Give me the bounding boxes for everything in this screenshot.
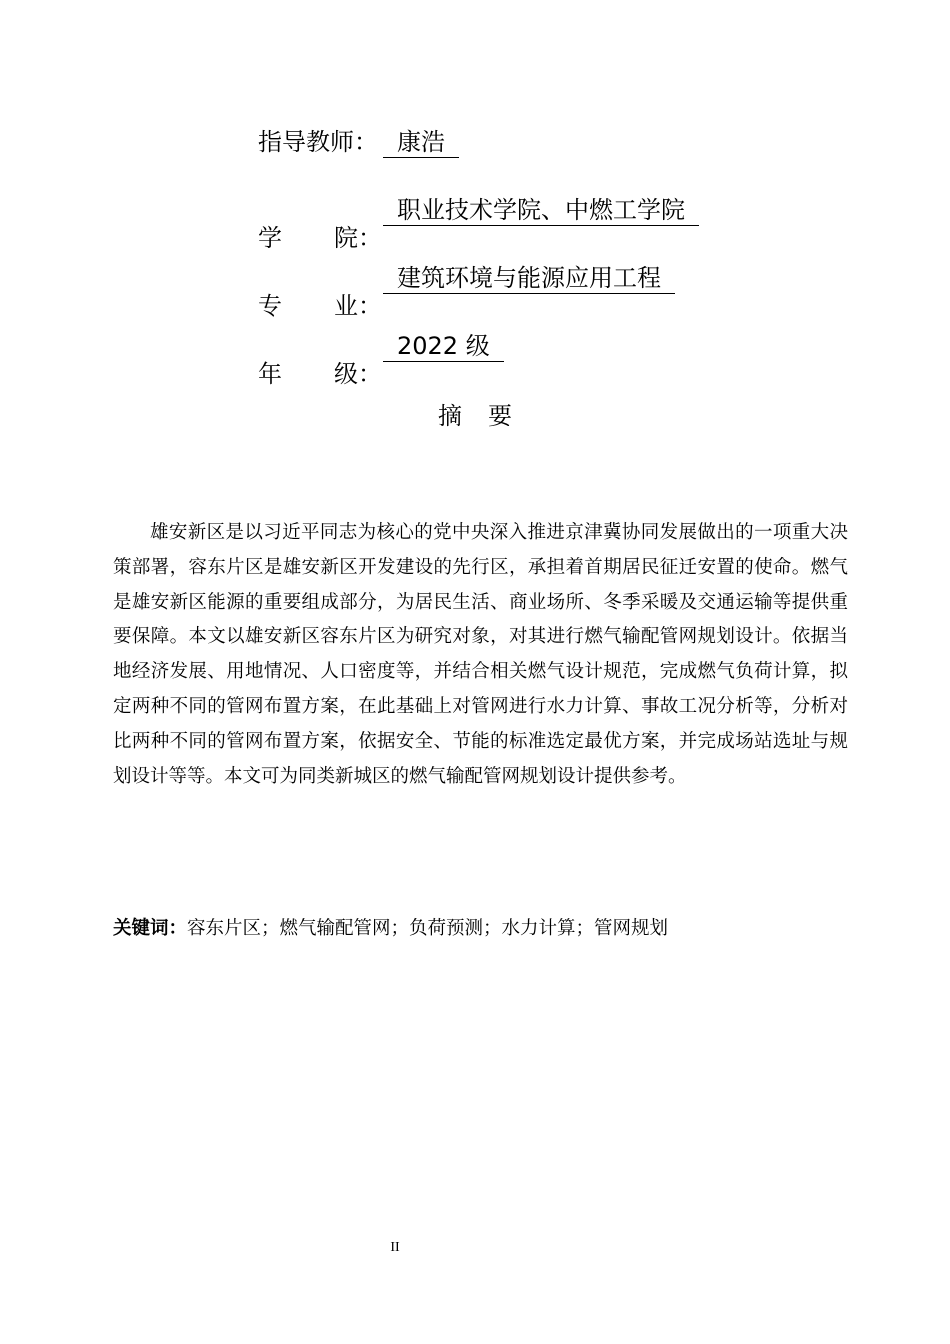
keywords-line bbox=[113, 914, 668, 944]
keywords-value: 容东片区；燃气输配管网；负荷预测；水力计算；管网规划 bbox=[187, 918, 669, 939]
advisor-value: 康浩 bbox=[383, 127, 459, 158]
college-label-part-1: 学 bbox=[258, 224, 282, 252]
college-label-part-2: 院： bbox=[334, 224, 382, 252]
major-row bbox=[258, 258, 675, 320]
college-row bbox=[258, 190, 699, 252]
major-value: 建筑环境与能源应用工程 bbox=[383, 263, 675, 294]
page-number: II bbox=[390, 1240, 400, 1255]
advisor-row bbox=[258, 122, 459, 162]
advisor-label: 指导教师： bbox=[258, 128, 378, 156]
major-label-part-2: 业： bbox=[334, 292, 382, 320]
grade-label-part-1: 年 bbox=[258, 360, 282, 388]
college-value: 职业技术学院、中燃工学院 bbox=[383, 195, 699, 226]
grade-label-part-2: 级： bbox=[334, 360, 382, 388]
grade-row bbox=[258, 326, 504, 388]
abstract-body: 雄安新区是以习近平同志为核心的党中央深入推进京津冀协同发展做出的一项重大决策部署，容东片区是雄安新区开发建设的先行区，承担着首期居民征迁安置的使命。燃气是雄安新区能源的重要组成部分，为居民生活、商业场所、冬季采暖及交通运输等提供重要保障。本文以雄安新区容东片区为研究对象，对其进行燃气输配管网规划设计。依据当地经济发展、用地情况、人口密度等，并结合相关燃气设计规范，完成燃气负荷计算，拟定两种不同的管网布置方案，在此基础上对管网进行水力计算、事故工况分析等，分析对比两种不同的管网布置方案，依据安全、节能的标准选定最优方案，并完成场站选址与规划设计等等。本文可为同类新城区的燃气输配管网规划设计提供参考。 bbox=[113, 522, 848, 787]
abstract-title: 摘要 bbox=[438, 402, 538, 430]
keywords-label: 关键词： bbox=[113, 918, 188, 939]
major-label-part-1: 专 bbox=[258, 292, 282, 320]
grade-value: 2022 级 bbox=[383, 331, 504, 362]
